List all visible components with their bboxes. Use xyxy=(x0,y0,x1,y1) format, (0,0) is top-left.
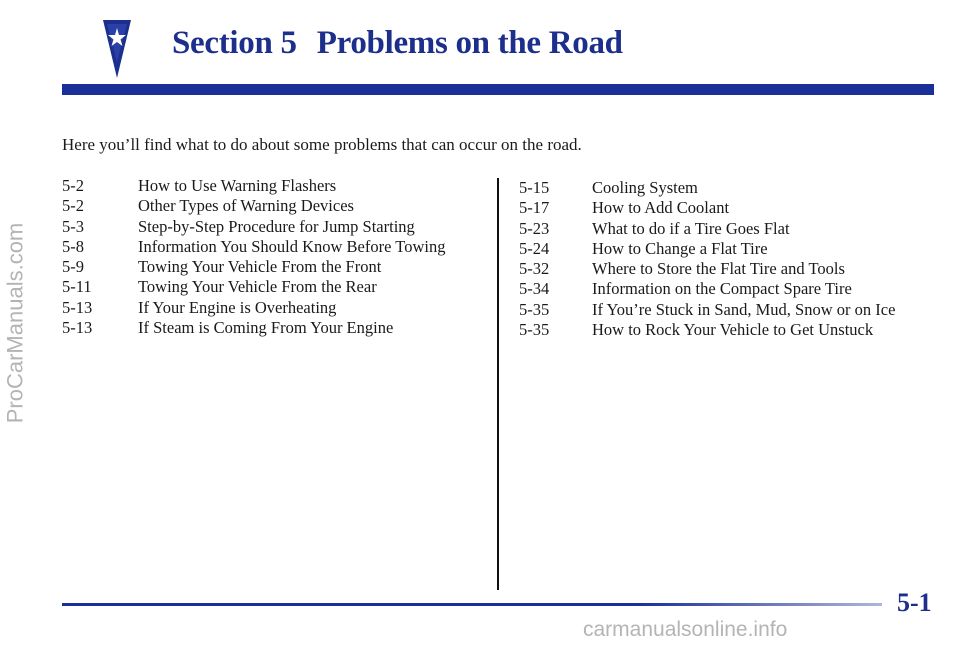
footer-rule xyxy=(62,603,882,606)
toc-page: 5-13 xyxy=(62,297,93,317)
toc-entry[interactable] xyxy=(519,279,895,299)
toc-title: How to Use Warning Flashers xyxy=(138,176,337,195)
column-divider xyxy=(497,178,499,590)
toc-right-column xyxy=(519,178,895,340)
toc-title: Where to Store the Flat Tire and Tools xyxy=(592,259,845,279)
toc-title: How to Add Coolant xyxy=(592,198,730,218)
toc-page: 5-11 xyxy=(62,277,92,297)
toc-entry[interactable] xyxy=(62,217,445,237)
toc-title: Cooling System xyxy=(592,178,698,197)
toc-entry[interactable] xyxy=(519,219,895,239)
toc-entry[interactable] xyxy=(62,257,445,277)
section-title xyxy=(172,25,623,62)
toc-title: If Your Engine is Overheating xyxy=(138,297,337,317)
toc-entry[interactable] xyxy=(62,318,445,338)
section-heading: Problems on the Road xyxy=(316,25,623,61)
toc-title: What to do if a Tire Goes Flat xyxy=(592,218,790,238)
toc-title: How to Change a Flat Tire xyxy=(592,238,768,258)
toc-title: Information on the Compact Spare Tire xyxy=(592,279,852,299)
toc-title: How to Rock Your Vehicle to Get Unstuck xyxy=(592,320,874,340)
toc-page: 5-35 xyxy=(519,320,550,340)
toc-title: If You’re Stuck in Sand, Mud, Snow or on Ice xyxy=(592,299,896,319)
toc-entry[interactable] xyxy=(62,277,445,297)
section-label: Section 5 xyxy=(172,25,297,61)
toc-entry[interactable] xyxy=(519,239,895,259)
toc-entry[interactable] xyxy=(519,178,895,198)
toc-page: 5-13 xyxy=(62,318,93,338)
toc-page: 5-34 xyxy=(519,279,550,299)
toc-entry[interactable] xyxy=(62,176,445,196)
toc-left-column xyxy=(62,176,445,338)
toc-title: Step-by-Step Procedure for Jump Starting xyxy=(138,216,415,236)
toc-page: 5-2 xyxy=(62,196,84,216)
toc-entry[interactable] xyxy=(62,237,445,257)
toc-title: Information You Should Know Before Towing xyxy=(138,236,446,256)
toc-page: 5-3 xyxy=(62,216,84,236)
toc-entry[interactable] xyxy=(62,298,445,318)
toc-page: 5-32 xyxy=(519,259,550,279)
toc-title: If Steam is Coming From Your Engine xyxy=(138,318,394,338)
toc-page: 5-35 xyxy=(519,299,550,319)
toc-page: 5-17 xyxy=(519,198,550,218)
toc-page: 5-9 xyxy=(62,257,84,277)
toc-entry[interactable] xyxy=(519,259,895,279)
toc-page: 5-15 xyxy=(519,178,550,197)
toc-entry[interactable] xyxy=(62,196,445,216)
page-number: 5-1 xyxy=(897,588,932,617)
toc-entry[interactable] xyxy=(519,198,895,218)
pontiac-arrowhead-icon xyxy=(103,20,131,78)
toc-title: Towing Your Vehicle From the Front xyxy=(138,257,382,277)
toc-page: 5-23 xyxy=(519,218,550,238)
watermark-bottom: carmanualsonline.info xyxy=(583,618,788,641)
toc-page: 5-2 xyxy=(62,176,84,195)
toc-entry[interactable] xyxy=(519,320,895,340)
toc-title: Other Types of Warning Devices xyxy=(138,196,354,216)
toc-page: 5-8 xyxy=(62,236,84,256)
intro-text: Here you’ll find what to do about some problems that can occur on the road. xyxy=(62,135,582,154)
watermark-left: ProCarManuals.com xyxy=(2,222,28,423)
toc-title: Towing Your Vehicle From the Rear xyxy=(138,277,377,297)
toc-page: 5-24 xyxy=(519,238,550,258)
toc-entry[interactable] xyxy=(519,300,895,320)
header-rule xyxy=(62,84,934,95)
watermark-left-container xyxy=(2,0,28,645)
